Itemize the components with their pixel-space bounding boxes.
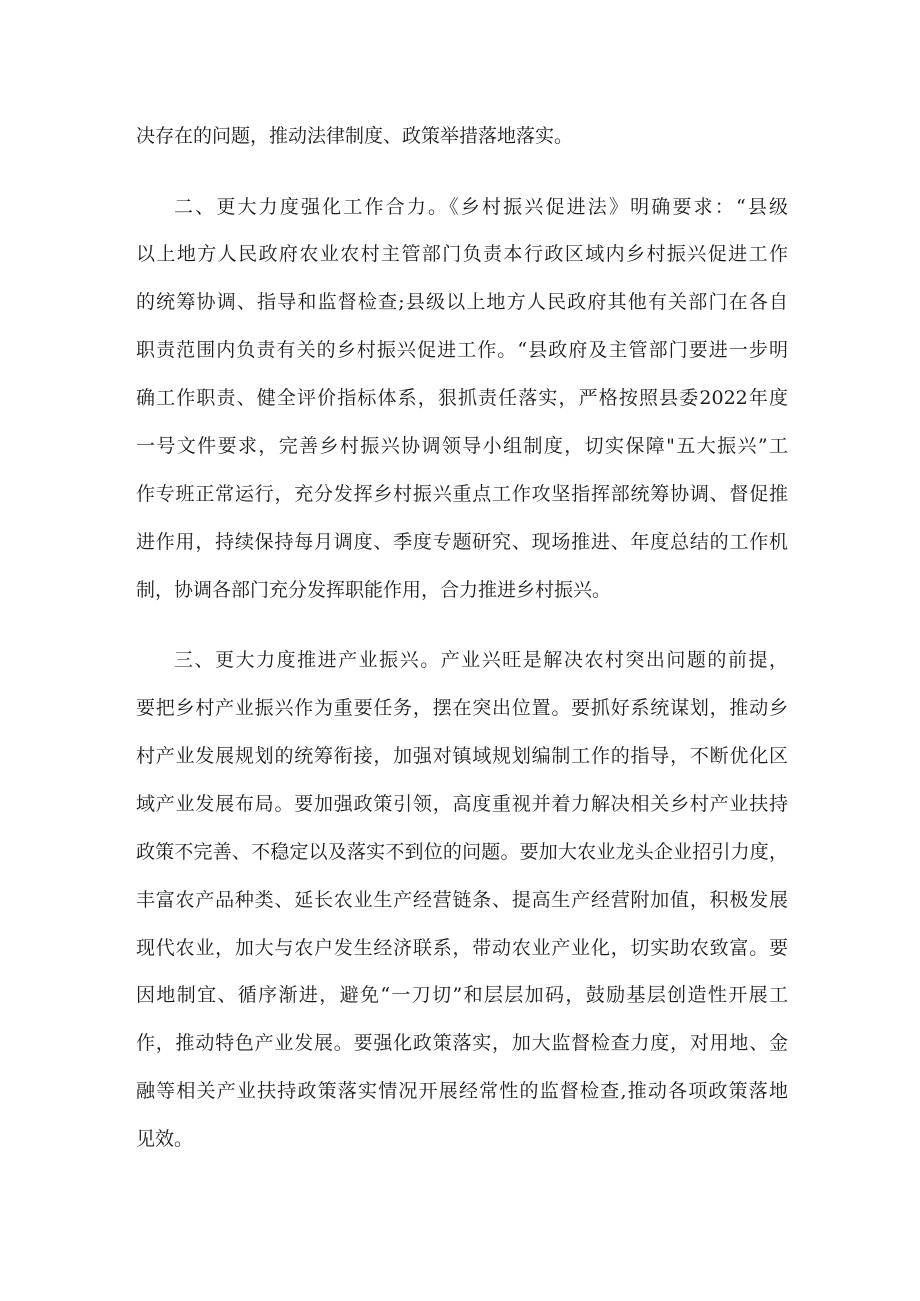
paragraph-3-line-11: 见效。 (136, 1128, 194, 1150)
paragraph-3-line-5: 政策不完善、不稳定以及落实不到位的问题。要加大农业龙头企业招引力度， (136, 841, 788, 863)
paragraph-2-line-1: 二、更大力度强化工作合力。《乡村振兴促进法》明确要求：“县级 (174, 196, 788, 218)
paragraph-3-line-6: 丰富农产品种类、延长农业生产经营链条、提高生产经营附加值，积极发展 (136, 889, 788, 911)
paragraph-2-line-7: 作专班正常运行，充分发挥乡村振兴重点工作攻坚指挥部统筹协调、督促推 (136, 483, 788, 505)
paragraph-3-line-8: 因地制宜、循序渐进，避免“一刀切”和层层加码，鼓励基层创造性开展工 (136, 984, 788, 1006)
paragraph-3-line-7: 现代农业，加大与农户发生经济联系，带动农业产业化，切实助农致富。要 (136, 937, 788, 959)
paragraph-2-line-9: 制，协调各部门充分发挥职能作用，合力推进乡村振兴。 (136, 579, 612, 601)
paragraph-3-line-2: 要把乡村产业振兴作为重要任务，摆在突出位置。要抓好系统谋划，推动乡 (136, 697, 788, 719)
paragraph-2-line-2: 以上地方人民政府农业农村主管部门负责本行政区域内乡村振兴促进工作 (136, 243, 788, 265)
paragraph-2-line-3: 的统筹协调、指导和监督检查;县级以上地方人民政府其他有关部门在各自 (136, 291, 788, 313)
paragraph-2-line-5: 确工作职责、健全评价指标体系，狠抓责任落实，严格按照县委2022年度 (136, 387, 788, 409)
paragraph-2-line-8: 进作用，持续保持每月调度、季度专题研究、现场推进、年度总结的工作机 (136, 531, 788, 553)
paragraph-3-line-9: 作，推动特色产业发展。要强化政策落实，加大监督检查力度，对用地、金 (136, 1032, 788, 1054)
paragraph-2-line-4: 职责范围内负责有关的乡村振兴促进工作。“县政府及主管部门要进一步明 (136, 339, 788, 361)
paragraph-2-line-6: 一号文件要求，完善乡村振兴协调领导小组制度，切实保障"五大振兴”工 (136, 435, 788, 457)
paragraph-3-line-10: 融等相关产业扶持政策落实情况开展经常性的监督检查,推动各项政策落地 (136, 1080, 788, 1102)
paragraph-3-line-4: 域产业发展布局。要加强政策引领，高度重视并着力解决相关乡村产业扶持 (136, 793, 788, 815)
paragraph-3-line-1: 三、更大力度推进产业振兴。产业兴旺是解决农村突出问题的前提， (174, 649, 788, 671)
paragraph-1-line-1: 决存在的问题，推动法律制度、政策举措落地落实。 (136, 125, 574, 147)
paragraph-3-line-3: 村产业发展规划的统筹衔接，加强对镇域规划编制工作的指导，不断优化区 (136, 745, 788, 767)
